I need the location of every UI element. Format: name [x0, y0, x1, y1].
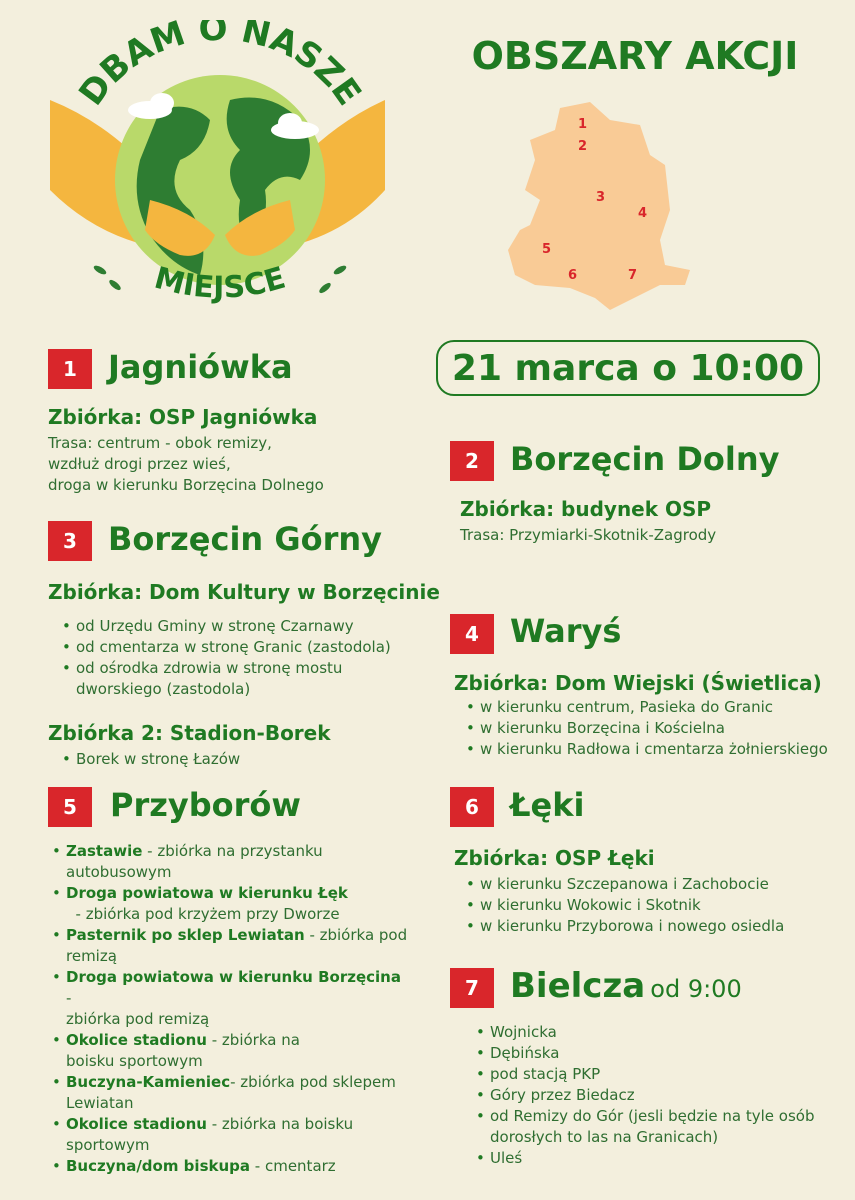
- list-item: • Buczyna-Kamieniec- zbiórka pod sklepem Lewiatan: [48, 1072, 408, 1114]
- list-item: • w kierunku Radłowa i cmentarza żołnierskiego: [462, 739, 852, 760]
- section-7-list: [472, 1022, 832, 1169]
- section-2-zbiorka: Zbiórka: budynek OSP: [460, 497, 712, 521]
- section-7-heading: [510, 966, 742, 1006]
- route-line: droga w kierunku Borzęcina Dolnego: [48, 476, 324, 494]
- list-item: • w kierunku Borzęcina i Kościelna: [462, 718, 852, 739]
- date-badge: [436, 340, 820, 396]
- section-3-number: 3: [48, 521, 92, 561]
- list-item: • Droga powiatowa w kierunku Borzęcina - zbiórka pod remizą: [48, 967, 408, 1030]
- date-text: 21 marca o 10:00: [451, 347, 805, 389]
- list-item: • pod stacją PKP: [472, 1064, 832, 1085]
- area-map: [500, 100, 700, 315]
- section-4-zbiorka: Zbiórka: Dom Wiejski (Świetlica): [454, 671, 822, 695]
- section-3-zbiorka: Zbiórka: Dom Kultury w Borzęcinie: [48, 580, 440, 604]
- section-6-zbiorka: Zbiórka: OSP Łęki: [454, 846, 655, 870]
- list-item: • Borek w stronę Łazów: [58, 749, 398, 770]
- section-3-zbiorka-2: Zbiórka 2: Stadion-Borek: [48, 721, 331, 745]
- page-title: OBSZARY AKCJI: [471, 34, 799, 78]
- section-6-list: [462, 874, 842, 937]
- logo-top-text: DBAM O NASZE: [71, 20, 369, 113]
- section-2-route: Trasa: Przymiarki-Skotnik-Zagrody: [460, 526, 717, 544]
- section-5-title: Przyborów: [110, 786, 301, 824]
- list-item: • w kierunku Szczepanowa i Zachobocie: [462, 874, 842, 895]
- map-label-2: 2: [578, 139, 588, 154]
- section-3-list: [58, 616, 398, 700]
- section-1-number: 1: [48, 349, 92, 389]
- section-2-title: Borzęcin Dolny: [510, 440, 780, 478]
- list-item: • Wojnicka: [472, 1022, 832, 1043]
- list-item: • w kierunku Wokowic i Skotnik: [462, 895, 842, 916]
- section-7-time: od 9:00: [650, 975, 742, 1003]
- list-item: • od Remizy do Gór (jesli będzie na tyle osób dorosłych to las na Granicach): [472, 1106, 832, 1148]
- list-item: • Uleś: [472, 1148, 832, 1169]
- list-item: • Buczyna/dom biskupa - cmentarz: [48, 1156, 408, 1177]
- section-1-route: [48, 433, 324, 496]
- map-label-1: 1: [578, 117, 588, 132]
- map-label-3: 3: [596, 190, 606, 205]
- section-7-number: 7: [450, 968, 494, 1008]
- section-6-number: 6: [450, 787, 494, 827]
- list-item: • w kierunku centrum, Pasieka do Granic: [462, 697, 852, 718]
- municipality-map: [500, 100, 700, 315]
- list-item: • Droga powiatowa w kierunku Łęk - zbiórka pod krzyżem przy Dworze: [48, 883, 408, 925]
- list-item: • Zastawie - zbiórka na przystanku autobusowym: [48, 841, 408, 883]
- route-line: wzdłuż drogi przez wieś,: [48, 455, 231, 473]
- section-4-title: Waryś: [510, 612, 622, 650]
- route-line: Trasa: centrum - obok remizy,: [48, 434, 272, 452]
- map-label-7: 7: [628, 268, 638, 283]
- section-3-list-2: [58, 749, 398, 770]
- list-item: • od cmentarza w stronę Granic (zastodola): [58, 637, 398, 658]
- map-label-5: 5: [542, 242, 552, 257]
- list-item: • od ośrodka zdrowia w stronę mostu dworskiego (zastodola): [58, 658, 398, 700]
- list-item: • od Urzędu Gminy w stronę Czarnawy: [58, 616, 398, 637]
- section-1-title: Jagniówka: [108, 348, 293, 386]
- list-item: • Pasternik po sklep Lewiatan - zbiórka pod remizą: [48, 925, 408, 967]
- list-item: • Okolice stadionu - zbiórka na boisku sportowym: [48, 1030, 408, 1072]
- list-item: • Góry przez Biedacz: [472, 1085, 832, 1106]
- logo: [40, 20, 400, 320]
- section-4-number: 4: [450, 614, 494, 654]
- map-label-4: 4: [638, 206, 648, 221]
- globe-hands-logo: [40, 20, 400, 320]
- section-4-list: [462, 697, 852, 760]
- logo-bottom-text: MIEJSCE: [150, 260, 290, 306]
- section-5-number: 5: [48, 787, 92, 827]
- map-label-6: 6: [568, 268, 578, 283]
- list-item: • w kierunku Przyborowa i nowego osiedla: [462, 916, 842, 937]
- list-item: • Okolice stadionu - zbiórka na boisku sportowym: [48, 1114, 408, 1156]
- section-7-title: Bielcza: [510, 966, 646, 1006]
- section-2-number: 2: [450, 441, 494, 481]
- section-6-title: Łęki: [510, 786, 585, 824]
- section-5-list: [48, 841, 408, 1177]
- list-item: • Dębińska: [472, 1043, 832, 1064]
- section-3-title: Borzęcin Górny: [108, 520, 383, 558]
- section-1-zbiorka: Zbiórka: OSP Jagniówka: [48, 405, 318, 429]
